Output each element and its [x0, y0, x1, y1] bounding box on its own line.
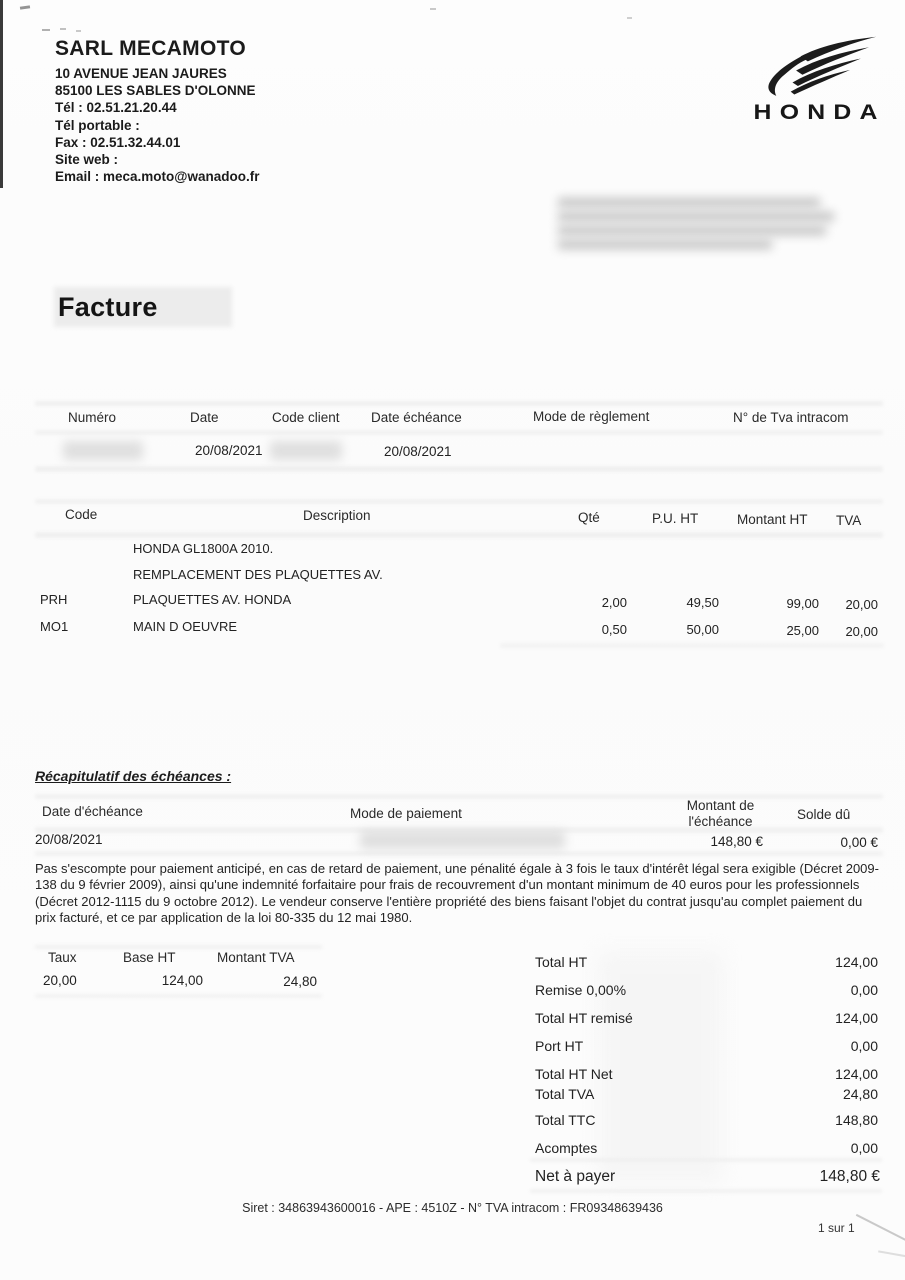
table-rule — [35, 532, 883, 538]
tva-header-taux: Taux — [48, 950, 77, 965]
honda-logo — [746, 36, 884, 125]
company-phone: Tél : 02.51.21.20.44 — [55, 100, 177, 116]
footer-siret-line: Siret : 34863943600016 - APE : 4510Z - N° TVA intracom : FR09348639436 — [242, 1201, 663, 1215]
scan-crease — [856, 1214, 905, 1252]
item-tva: 20,00 — [845, 624, 878, 639]
meta-header-mode-reglement: Mode de règlement — [533, 409, 650, 424]
table-rule — [500, 643, 884, 648]
scan-crease — [878, 1250, 905, 1259]
echeance-solde: 0,00 € — [840, 835, 878, 850]
total-value: 124,00 — [835, 1066, 878, 1082]
item-pu-ht: 49,50 — [686, 595, 719, 610]
total-row — [535, 1112, 878, 1128]
total-row — [535, 1038, 878, 1054]
company-email: Email : meca.moto@wanadoo.fr — [55, 169, 260, 185]
item-description: HONDA GL1800A 2010. — [133, 541, 274, 556]
meta-value-date: 20/08/2021 — [195, 443, 263, 458]
net-a-payer-row — [535, 1168, 880, 1186]
meta-value-date-echeance: 20/08/2021 — [384, 444, 452, 459]
echeance-header-montant: Montant de l'échéance — [686, 798, 755, 829]
meta-header-date: Date — [190, 410, 219, 425]
page-title: Facture — [58, 292, 158, 322]
item-tva: 20,00 — [845, 597, 878, 612]
table-row — [0, 592, 905, 610]
tva-value-taux: 20,00 — [43, 973, 77, 988]
redacted-invoice-number — [63, 441, 143, 460]
tva-value-montant-tva: 24,80 — [283, 974, 317, 989]
scan-speck — [76, 30, 81, 32]
table-row — [0, 541, 905, 559]
table-rule — [35, 401, 883, 406]
meta-header-date-echeance: Date échéance — [371, 410, 462, 425]
echeance-montant: 148,80 € — [710, 834, 763, 849]
table-rule — [35, 851, 883, 856]
table-rule — [35, 994, 322, 998]
items-header-tva: TVA — [836, 513, 862, 528]
total-value: 0,00 — [850, 982, 878, 998]
scan-speck — [627, 17, 632, 19]
total-label: Total HT Net — [535, 1066, 613, 1082]
redacted-line — [558, 226, 826, 235]
item-qty: 0,50 — [601, 622, 627, 637]
items-header-qty: Qté — [578, 510, 600, 525]
item-description: MAIN D OEUVRE — [133, 619, 238, 634]
table-rule — [530, 1189, 882, 1193]
honda-wing-icon — [752, 36, 878, 98]
redacted-line — [558, 212, 834, 221]
item-qty: 2,00 — [601, 595, 627, 610]
echeance-header-mode-paiement: Mode de paiement — [350, 806, 462, 821]
net-a-payer-value: 148,80 € — [819, 1168, 880, 1185]
recap-section-title: Récapitulatif des échéances : — [35, 768, 232, 784]
total-value: 0,00 — [850, 1140, 878, 1156]
item-montant-ht: 25,00 — [786, 623, 819, 638]
scan-speck — [60, 28, 66, 30]
company-mobile: Tél portable : — [55, 117, 140, 133]
redacted-line — [558, 198, 820, 207]
total-label: Total HT — [535, 954, 588, 970]
tva-header-montant-tva: Montant TVA — [217, 950, 295, 965]
redacted-customer-address — [558, 198, 843, 254]
meta-header-tva-intracom: N° de Tva intracom — [733, 410, 849, 425]
page-number: 1 sur 1 — [818, 1221, 855, 1235]
net-a-payer-label: Net à payer — [535, 1168, 616, 1185]
redacted-line — [558, 240, 772, 249]
total-row — [535, 1086, 878, 1102]
items-header-montant-ht: Montant HT — [737, 512, 808, 527]
total-label: Acomptes — [535, 1140, 598, 1156]
item-montant-ht: 99,00 — [786, 596, 819, 611]
total-row — [535, 982, 878, 998]
table-rule — [35, 430, 883, 435]
item-code: PRH — [40, 592, 68, 607]
company-address-line1: 10 AVENUE JEAN JAURES — [55, 66, 227, 81]
table-rule — [35, 945, 322, 949]
scan-speck — [430, 8, 436, 10]
company-fax: Fax : 02.51.32.44.01 — [55, 134, 181, 150]
meta-header-code-client: Code client — [272, 410, 340, 425]
echeance-date: 20/08/2021 — [35, 832, 103, 847]
total-label: Total TTC — [535, 1112, 596, 1128]
table-rule — [35, 466, 883, 472]
total-label: Total TVA — [535, 1086, 595, 1102]
meta-header-numero: Numéro — [68, 410, 117, 425]
scan-speck — [20, 5, 30, 9]
table-row — [0, 567, 905, 585]
tva-value-base-ht: 124,00 — [161, 973, 203, 988]
table-rule — [35, 499, 883, 504]
scan-edge-artifact — [0, 0, 3, 188]
total-value: 24,80 — [842, 1086, 878, 1102]
echeance-header-date: Date d'échéance — [42, 804, 143, 819]
total-value: 0,00 — [850, 1038, 878, 1054]
company-block — [55, 36, 259, 185]
item-description: PLAQUETTES AV. HONDA — [133, 592, 292, 607]
total-label: Remise 0,00% — [535, 982, 627, 998]
total-row — [535, 1010, 878, 1026]
items-header-pu-ht: P.U. HT — [652, 511, 699, 526]
echeance-header-solde: Solde dû — [797, 807, 851, 822]
total-value: 124,00 — [835, 1010, 878, 1026]
total-label: Port HT — [535, 1038, 584, 1054]
redacted-payment-mode — [360, 831, 565, 849]
item-pu-ht: 50,00 — [686, 622, 719, 637]
table-row — [0, 619, 905, 637]
total-label: Total HT remisé — [535, 1010, 633, 1026]
honda-wordmark: HONDA — [753, 101, 886, 124]
total-value: 124,00 — [835, 954, 878, 970]
total-row — [535, 954, 878, 970]
item-description: REMPLACEMENT DES PLAQUETTES AV. — [133, 567, 383, 582]
items-header-code: Code — [65, 507, 98, 522]
company-address-line2: 85100 LES SABLES D'OLONNE — [55, 83, 256, 99]
total-row — [535, 1066, 878, 1082]
redacted-client-code — [270, 441, 342, 460]
total-value: 148,80 — [835, 1112, 878, 1128]
tva-header-base-ht: Base HT — [123, 950, 176, 965]
items-header-description: Description — [303, 508, 371, 523]
company-name: SARL MECAMOTO — [55, 37, 246, 60]
company-website: Site web : — [55, 152, 119, 168]
item-code: MO1 — [40, 619, 69, 634]
scan-speck — [42, 29, 50, 31]
legal-text: Pas s'escompte pour paiement anticipé, en cas de retard de paiement, une pénalité égale à 3 fois le taux d'intérêt légal sera exigible (Décret 2009-138 du 9 février 2009), ainsi qu'une indemnité forfaitaire pour frais de recouvrement d'un montant minimum de 40 euros pour les professionnels (Décret 2012-1115 du 9 octobre 2012). Le vendeur conserve l'entière propriété des biens faisant l'objet du contrat jusqu'au complet paiement du prix facturé, et ce par application de la loi 80-335 du 12 mai 1980. — [35, 861, 879, 926]
total-row — [535, 1140, 878, 1156]
